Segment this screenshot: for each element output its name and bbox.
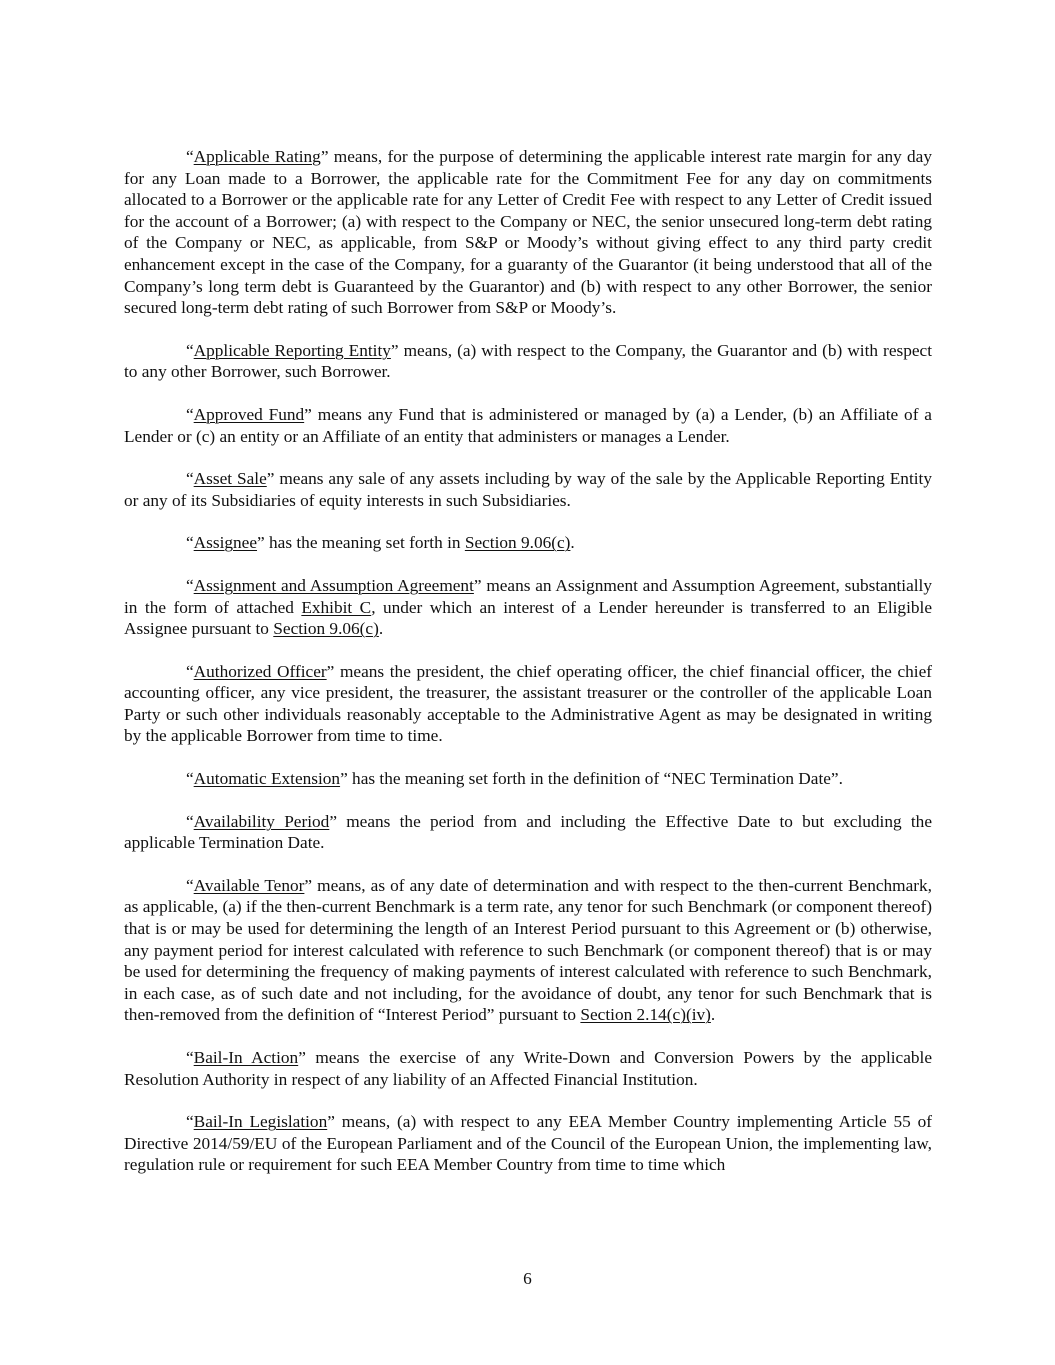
exhibit-reference-link[interactable]: Exhibit C [301,597,372,617]
defined-term: Applicable Rating [193,147,321,166]
defined-term: Automatic Extension [193,769,341,789]
definition-text: ” means, (a) with respect to any EEA Member Country implementing Article 55 of Directive 2014/59/EU of the European Parliament and of the Council of the European Union, the implementing law, regulation rule or requirement for such EEA Member Country from time to time which [124,1112,932,1175]
defined-term: Availability Period [193,811,330,831]
defined-term: Bail-In Action [193,1048,299,1067]
definition-text: ” means any Fund that is administered or managed by (a) a Lender, (b) an Affiliate of a Lender or (c) an entity or an Affiliate of an entity that administers or manages a Lender. [124,404,932,446]
defined-term: Assignment and Assumption Agreement [193,575,474,595]
defined-term: Asset Sale [193,469,267,489]
definition-text: . [570,533,575,553]
defined-term: Authorized Officer [193,661,327,681]
defined-term: Approved Fund [193,404,305,424]
definition-assignee: “Assignee” has the meaning set forth in Section 9.06(c). [186,533,575,553]
definition-text: ” means, for the purpose of determining the applicable interest rate margin for any day for any Loan made to a Borrower, the applicable rate for the Commitment Fee for any day on commitments allocated to a Borrower or the applicable rate for any Letter of Credit Fee with respect to any Letter of Credit issued for the account of a Borrower; (a) with respect to the Company or NEC, the senior unsecured long-term debt rating of the Company or NEC, as applicable, from S&P or Moody’s without giving effect to any third party credit enhancement except in the case of the Company, for a guaranty of the Guarantor (it being understood that all of the Company’s long term debt is Guaranteed by the Guarantor) and (b) with respect to any other Borrower, the senior secured long-term debt rating of such Borrower from S&P or Moody’s. [124,147,932,318]
defined-term: Applicable Reporting Entity [193,340,391,360]
definition-bail-in-legislation: “Bail-In Legislation” means, (a) with respect to any EEA Member Country implementing Article 55 of Directive 2014/59/EU of the European Parliament and of the Council of the European Union, the implementing law, regulation rule or requirement for such EEA Member Country from time to time which [124,1112,932,1175]
section-reference-link[interactable]: Section 9.06(c) [273,619,379,639]
document-page [124,146,932,1197]
definition-applicable-rating: “Applicable Rating” means, for the purpose of determining the applicable interest rate margin for any day for any Loan made to a Borrower, the applicable rate for the Commitment Fee for any day on commitments allocated to a Borrower or the applicable rate for any Letter of Credit Fee with respect to any Letter of Credit issued for the account of a Borrower; (a) with respect to the Company or NEC, the senior unsecured long-term debt rating of the Company or NEC, as applicable, from S&P or Moody’s without giving effect to any third party credit enhancement except in the case of the Company, for a guaranty of the Guarantor (it being understood that all of the Company’s long term debt is Guaranteed by the Guarantor) and (b) with respect to any other Borrower, the senior secured long-term debt rating of such Borrower from S&P or Moody’s. [124,147,932,318]
page-number: 6 [523,1269,532,1288]
defined-term: Assignee [193,533,258,553]
definition-available-tenor: “Available Tenor” means, as of any date of determination and with respect to the then-current Benchmark, as applicable, (a) if the then-current Benchmark is a term rate, any tenor for such Benchmark (or component thereof) that is or may be used for determining the length of an Interest Period pursuant to this Agreement or (b) otherwise, any payment period for interest calculated with reference to such Benchmark (or component thereof) that is or may be used for determining the frequency of making payments of interest calculated with reference to such Benchmark, in each case, as of such date and not including, for the avoidance of doubt, any tenor for such Benchmark that is then-removed from the definition of “Interest Period” pursuant to Section 2.14(c)(iv). [124,875,932,1025]
definition-text: ” means, as of any date of determination and with respect to the then-current Benchmark, as applicable, (a) if the then-current Benchmark is a term rate, any tenor for such Benchmark (or component thereof) that is or may be used for determining the length of an Interest Period pursuant to this Agreement or (b) otherwise, any payment period for interest calculated with reference to such Benchmark (or component thereof) that is or may be used for determining the frequency of making payments of interest calculated with reference to such Benchmark, in each case, as of such date and not including, for the avoidance of doubt, any tenor for such Benchmark that is then-removed from the definition of “Interest Period” pursuant to [124,875,932,1025]
definition-text: ” means an Assignment and Assumption Agreement, substantially in the form of attached [124,575,933,617]
definition-applicable-reporting-entity: “Applicable Reporting Entity” means, (a) with respect to the Company, the Guarantor and (b) with respect to any other Borrower, such Borrower. [124,340,932,382]
definition-automatic-extension: “Automatic Extension” has the meaning set forth in the definition of “NEC Termination Date”. [186,769,843,789]
definition-text: ” has the meaning set forth in [257,533,465,553]
section-reference-link[interactable]: Section 9.06(c) [464,533,571,553]
definition-text: ” means the exercise of any Write-Down and Conversion Powers by the applicable Resolution Authority in respect of any liability of an Affected Financial Institution. [124,1048,933,1089]
definition-availability-period: “Availability Period” means the period from and including the Effective Date to but excluding the applicable Termination Date. [124,811,932,853]
definition-text: ” means any sale of any assets including by way of the sale by the Applicable Reporting Entity or any of its Subsidiaries of equity interests in such Subsidiaries. [124,469,932,510]
defined-term: Available Tenor [193,875,305,895]
definition-text: , under which an interest of a Lender hereunder is transferred to an Eligible Assignee pursuant to [124,597,932,639]
definition-assignment-and-assumption-agreement: “Assignment and Assumption Agreement” means an Assignment and Assumption Agreement, substantially in the form of attached Exhibit C, under which an interest of a Lender hereunder is transferred to an Eligible Assignee pursuant to Section 9.06(c). [124,575,933,639]
definition-text: . [378,619,384,639]
section-reference-link[interactable]: Section 2.14(c)(iv) [580,1005,711,1025]
definition-asset-sale: “Asset Sale” means any sale of any assets including by way of the sale by the Applicable Reporting Entity or any of its Subsidiaries of equity interests in such Subsidiaries. [124,469,932,510]
defined-term: Bail-In Legislation [193,1112,328,1132]
definition-text: ” means the period from and including the Effective Date to but excluding the applicable Termination Date. [124,811,932,853]
definition-bail-in-action: “Bail-In Action” means the exercise of any Write-Down and Conversion Powers by the applicable Resolution Authority in respect of any liability of an Affected Financial Institution. [124,1048,933,1089]
definition-approved-fund: “Approved Fund” means any Fund that is administered or managed by (a) a Lender, (b) an Affiliate of a Lender or (c) an entity or an Affiliate of an entity that administers or manages a Lender. [124,404,932,446]
definition-text: ” means, (a) with respect to the Company, the Guarantor and (b) with respect to any other Borrower, such Borrower. [124,340,932,382]
definition-authorized-officer: “Authorized Officer” means the president, the chief operating officer, the chief financial officer, the chief accounting officer, any vice president, the treasurer, the assistant treasurer or the controller of the applicable Loan Party or such other individuals reasonably acceptable to the Administrative Agent as may be designated in writing by the applicable Borrower from time to time. [124,661,932,746]
definition-text: . [710,1005,716,1025]
definition-text: ” means the president, the chief operating officer, the chief financial officer, the chief accounting officer, any vice president, the treasurer, the assistant treasurer or the controller of the applicable Loan Party or such other individuals reasonably acceptable to the Administrative Agent as may be designated in writing by the applicable Borrower from time to time. [124,661,932,746]
definition-text: ” has the meaning set forth in the definition of “NEC Termination Date”. [340,769,843,789]
